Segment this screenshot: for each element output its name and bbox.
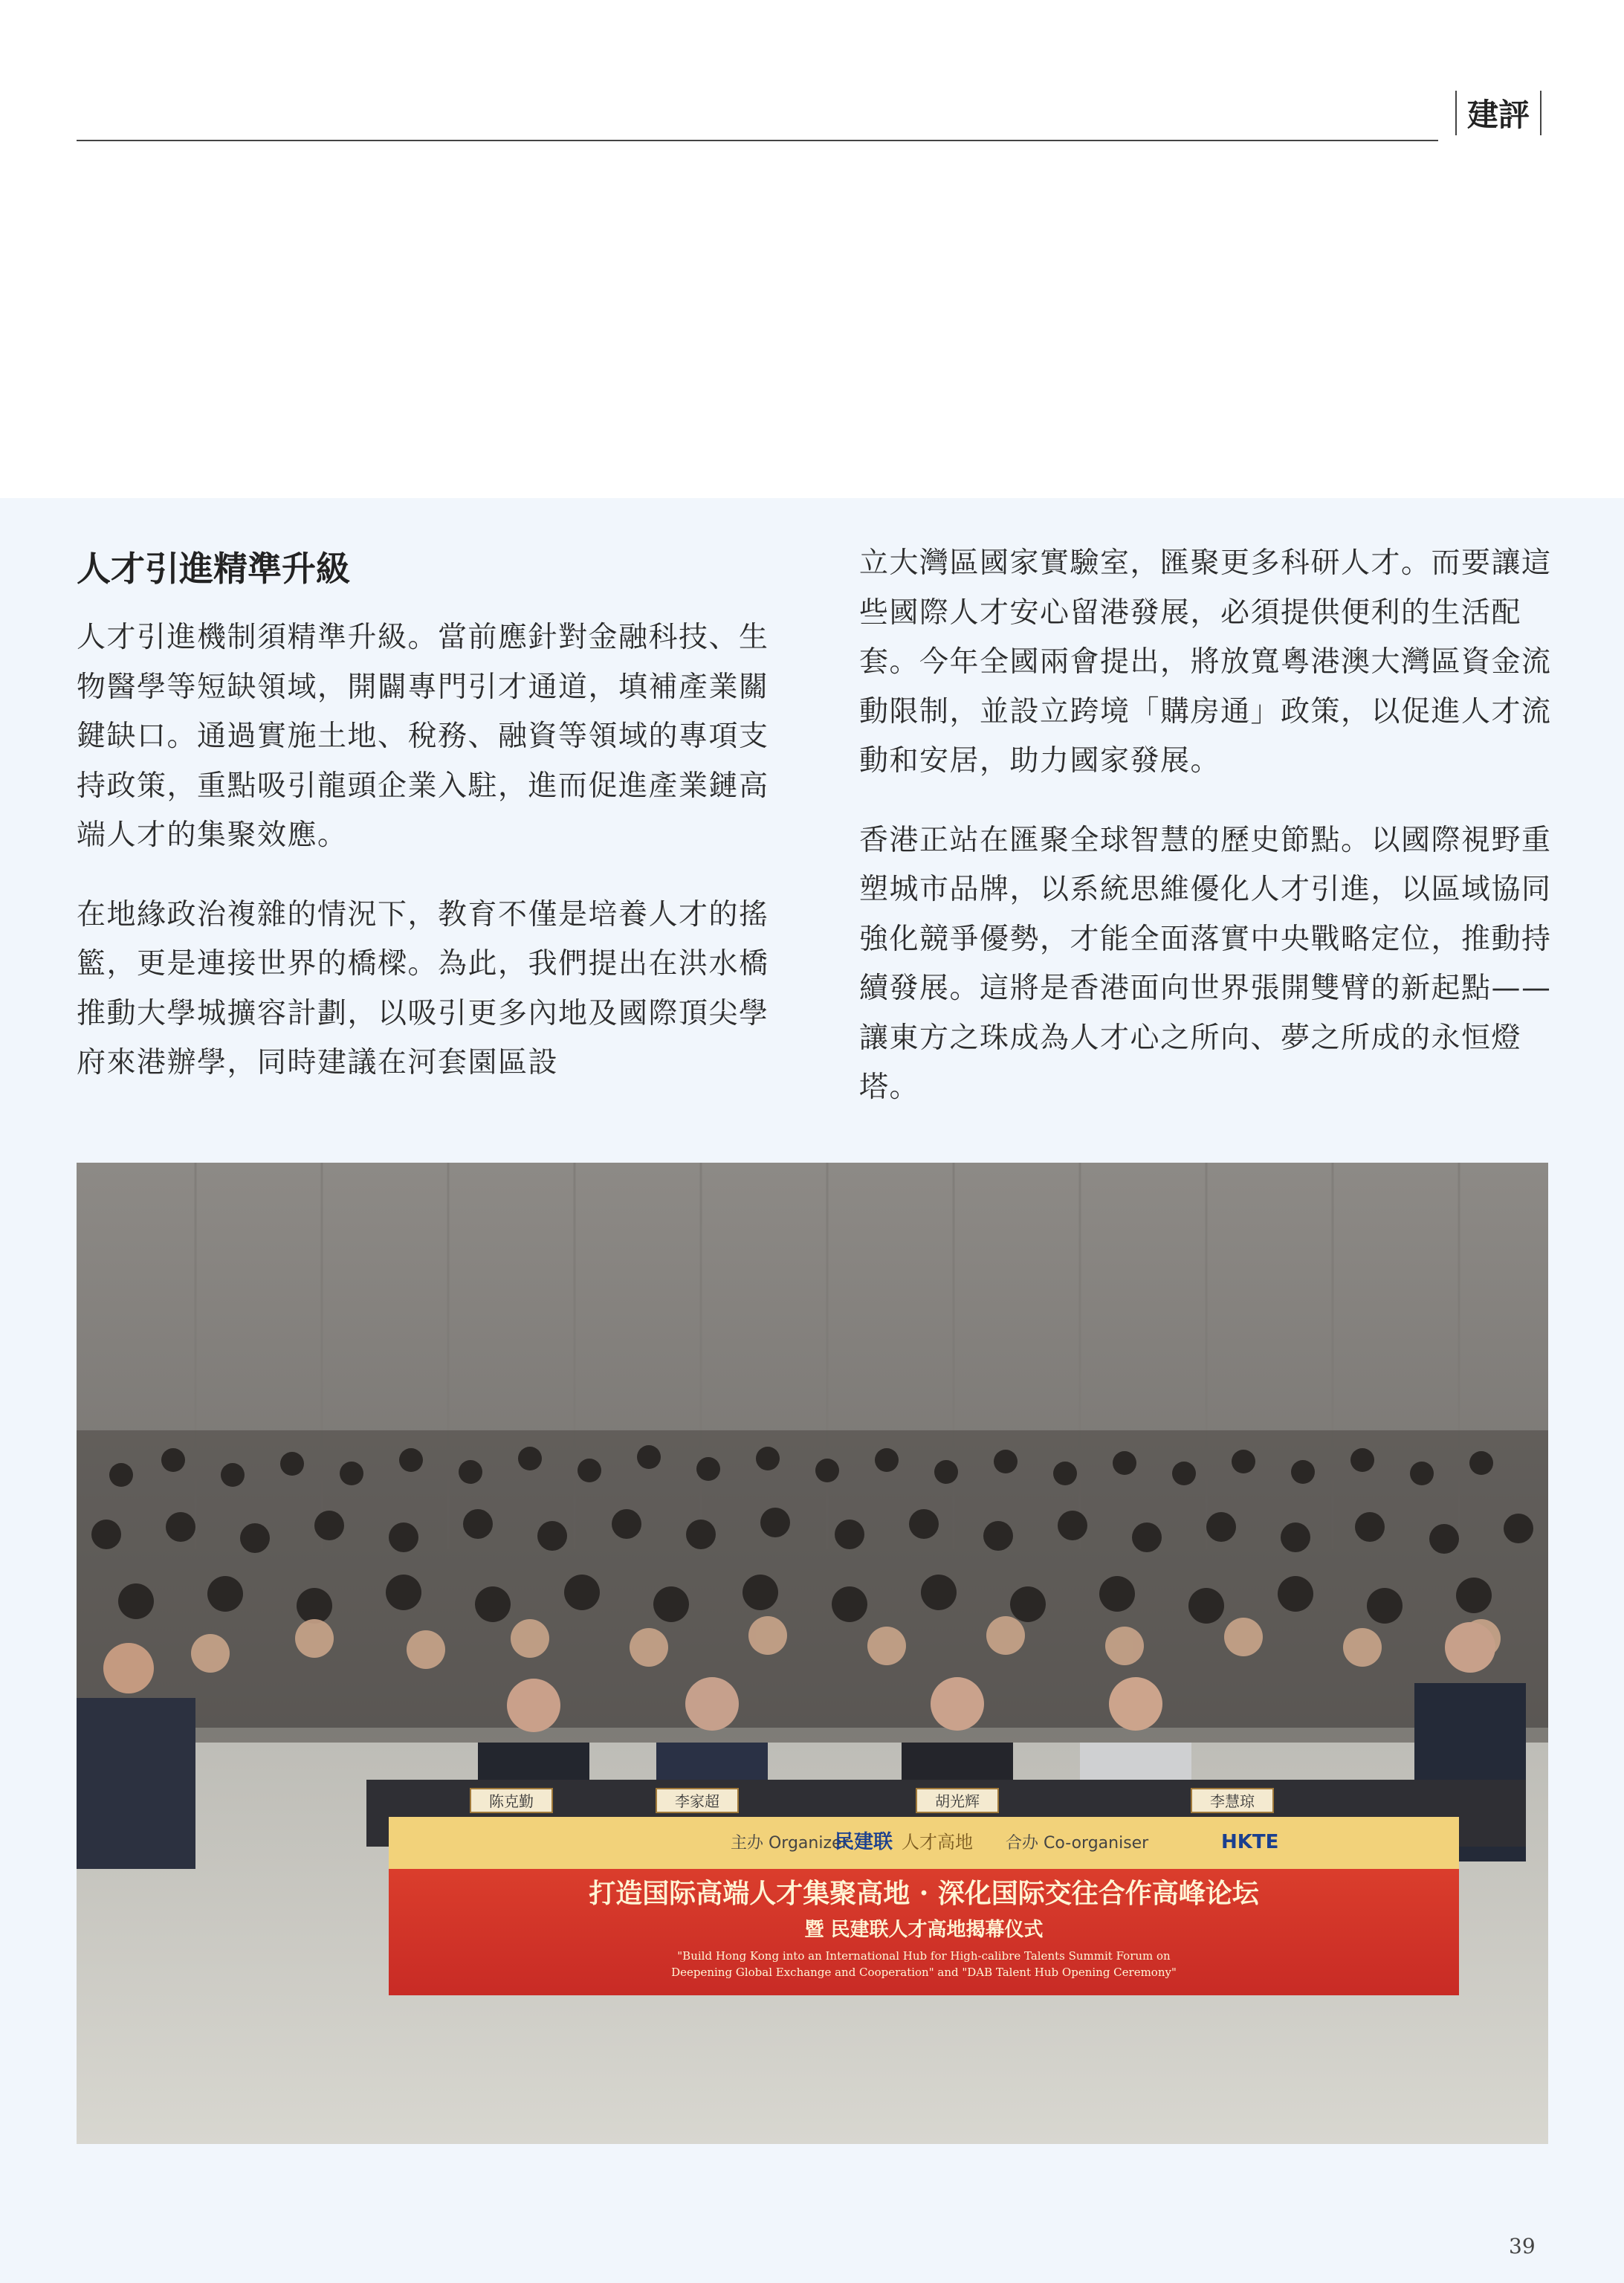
hkte-logo-text: HKTE [1221, 1831, 1279, 1853]
organizer-name: 民建联 [835, 1831, 893, 1853]
section-tag: 建評 [1455, 91, 1541, 135]
banner-english-line-1: "Build Hong Kong into an International Hub for High-calibre Talents Summit Forum on [677, 1949, 1171, 1963]
paragraph: 在地緣政治複雜的情況下，教育不僅是培養人才的搖籃，更是連接世界的橋樑。為此，我們提出在洪水橋推動大學城擴容計劃，以吸引更多內地及國際頂尖學府來港辦學，同時建議在河套園區設 [77, 897, 769, 1079]
organizer-label: 主办 Organizer [731, 1834, 849, 1853]
banner-english-line-2: Deepening Global Exchange and Cooperation" and "DAB Talent Hub Opening Ceremony" [671, 1966, 1177, 1979]
nameplate: 陈克勤 [489, 1792, 534, 1810]
paragraph: 人才引進機制須精準升級。當前應針對金融科技、生物醫學等短缺領域，開闢專門引才通道，填補產業關鍵缺口。通過實施土地、稅務、融資等領域的專項支持政策，重點吸引龍頭企業入駐，進而促進產業鏈高端人才的集聚效應。 [77, 621, 769, 852]
event-photo [77, 1163, 1548, 2144]
header-rule [77, 140, 1438, 141]
audience-crowd [77, 1430, 1548, 1743]
section-heading: 人才引進精準升級 [77, 549, 350, 589]
article-column-left [77, 539, 769, 1118]
nameplate: 李家超 [675, 1792, 719, 1810]
banner-subtitle: 暨 民建联人才高地揭幕仪式 [804, 1919, 1044, 1941]
event-photo-illustration [77, 1163, 1548, 2144]
talent-hub-name: 人才高地 [902, 1832, 973, 1853]
banner-title: 打造国际高端人才集聚高地 · 深化国际交往合作高峰论坛 [589, 1878, 1259, 1909]
nameplate: 胡光辉 [935, 1792, 980, 1810]
event-banner [389, 1817, 1459, 1995]
page-number: 39 [1509, 2234, 1536, 2258]
nameplate: 李慧琼 [1210, 1792, 1255, 1810]
coorganizer-label: 合办 Co-organiser [1006, 1834, 1149, 1853]
article-column-right [859, 539, 1552, 1143]
paragraph: 立大灣區國家實驗室，匯聚更多科研人才。而要讓這些國際人才安心留港發展，必須提供便利的生活配套。今年全國兩會提出，將放寬粵港澳大灣區資金流動限制，並設立跨境「購房通」政策，以促進人才流動和安居，助力國家發展。 [859, 546, 1552, 778]
paragraph: 香港正站在匯聚全球智慧的歷史節點。以國際視野重塑城市品牌，以系統思維優化人才引進，以區域協同強化競爭優勢，才能全面落實中央戰略定位，推動持續發展。這將是香港面向世界張開雙臂的新起點——讓東方之珠成為人才心之所向、夢之所成的永恒燈塔。 [859, 823, 1552, 1104]
